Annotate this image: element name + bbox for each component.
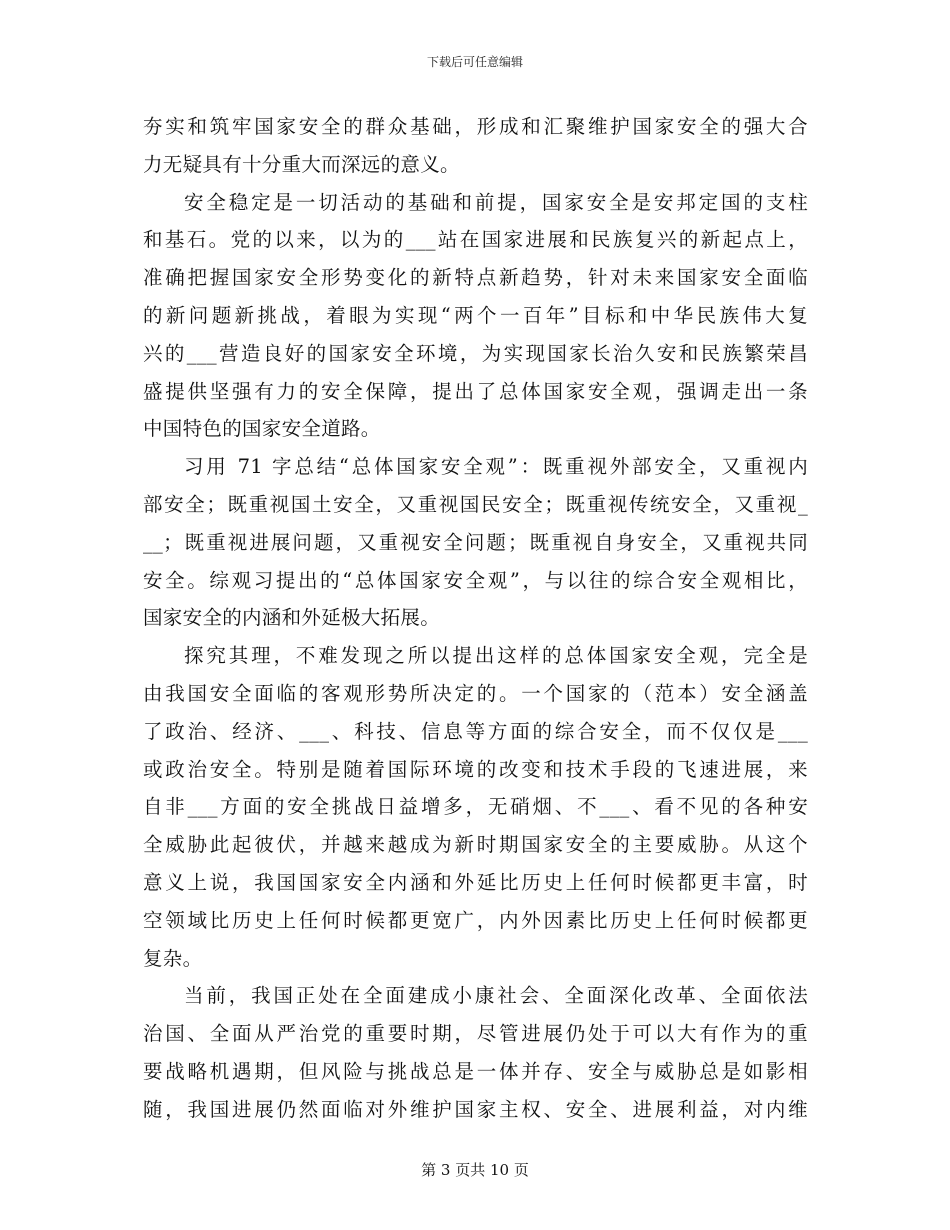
text-line: 由我国安全面临的客观形势所决定的。一个国家的（范本）安全涵盖 [143,681,808,705]
text-line: 和基石。党的以来，以为的___站在国家进展和民族复兴的新起点上， [143,228,808,252]
text-line: 盛提供坚强有力的安全保障，提出了总体国家安全观，强调走出一条 [143,379,808,403]
text-line: 夯实和筑牢国家安全的群众基础，形成和汇聚维护国家安全的强大合 [143,115,808,138]
text-line: 全威胁此起彼伏，并越来越成为新时期国家安全的主要威胁。从这个 [143,833,808,857]
text-line: 国家安全的内涵和外延极大拓展。 [143,606,441,630]
text-line: 或政治安全。特别是随着国际环境的改变和技术手段的飞速进展，来 [143,757,808,781]
text-line: 部安全；既重视国土安全，又重视国民安全；既重视传统安全，又重视_ [143,492,808,516]
text-line: 安全。综观习提出的“总体国家安全观”，与以往的综合安全观相比， [143,568,808,592]
text-line: 中国特色的国家安全道路。 [143,417,381,441]
text-line: 的新问题新挑战，着眼为实现“两个一百年”目标和中华民族伟大复 [143,303,808,327]
text-line: 力无疑具有十分重大而深远的意义。 [143,152,460,176]
text-line: 治国、全面从严治党的重要时期，尽管进展仍处于可以大有作为的重 [143,1022,808,1046]
page-header: 下载后可任意编辑 [426,55,523,69]
text-line: 兴的___营造良好的国家安全环境，为实现国家长治久安和民族繁荣昌 [143,341,808,365]
text-line: 自非___方面的安全挑战日益增多，无硝烟、不___、看不见的各种安 [143,795,808,819]
text-line: 空领域比历史上任何时候都更宽广，内外因素比历史上任何时候都更 [143,908,808,932]
text-line: 习用 71 字总结“总体国家安全观”：既重视外部安全，又重视内 [184,455,808,479]
text-line: 意义上说，我国国家安全内涵和外延比历史上任何时候都更丰富，时 [143,870,808,894]
body-text [143,108,808,1129]
text-line: 了政治、经济、___、科技、信息等方面的综合安全，而不仅仅是___ [143,719,808,743]
text-line: 安全稳定是一切活动的基础和前提，国家安全是安邦定国的支柱 [184,190,808,214]
text-line: 随，我国进展仍然面临对外维护国家主权、安全、进展利益，对内维 [143,1097,808,1121]
text-line: 准确把握国家安全形势变化的新特点新趋势，针对未来国家安全面临 [143,266,808,290]
text-line: 复杂。 [143,946,203,970]
text-line: __；既重视进展问题，又重视安全问题；既重视自身安全，又重视共同 [143,530,808,554]
text-line: 探究其理，不难发现之所以提出这样的总体国家安全观，完全是 [184,644,808,668]
text-line: 要战略机遇期，但风险与挑战总是一体并存、安全与威胁总是如影相 [143,1059,808,1083]
page-footer: 第 3 页共 10 页 [421,1161,529,1179]
text-line: 当前，我国正处在全面建成小康社会、全面深化改革、全面依法 [184,984,808,1008]
